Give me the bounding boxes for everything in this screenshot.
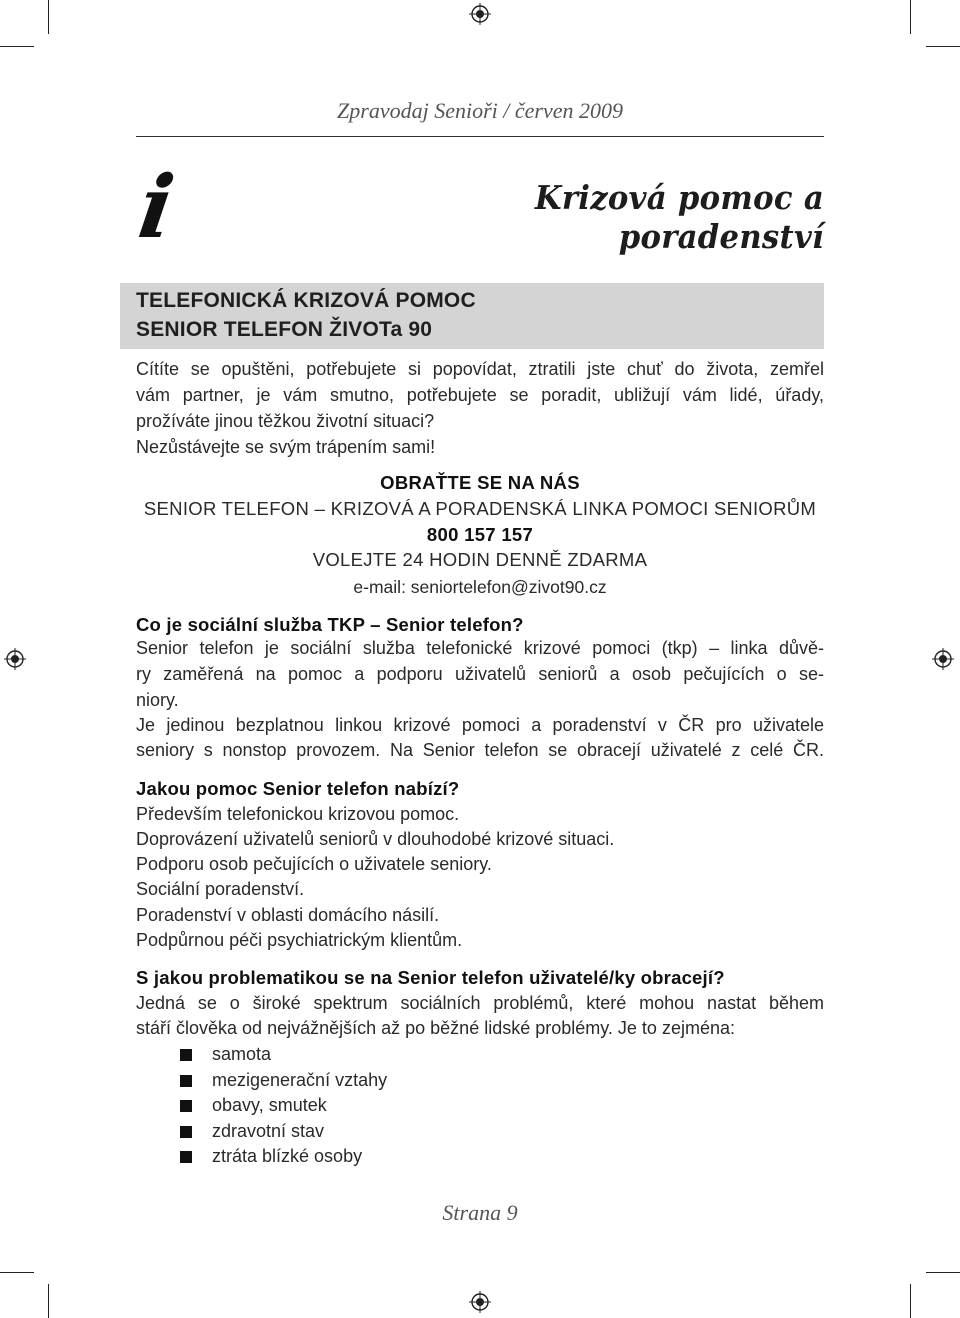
body-line: ry zaměřená na pomoc a podporu uživatelů seniorů a osob pečujících o se- (136, 664, 824, 684)
registration-mark-icon (469, 3, 491, 25)
intro-line: Nezůstávejte se svým trápením sami! (136, 437, 436, 457)
contact-email[interactable]: e-mail: seniortelefon@zivot90.cz (353, 577, 607, 597)
body-line: stáří člověka od nejvážnějších až po běžné lidské problémy. Je to zejména: (136, 1018, 735, 1038)
crop-mark (48, 1284, 49, 1318)
body-line: niory. (136, 690, 179, 710)
list-item (180, 1144, 387, 1170)
list-item-label: obavy, smutek (212, 1095, 327, 1115)
square-bullet-icon (180, 1049, 192, 1061)
problem-list (180, 1042, 387, 1170)
body-line: seniory s nonstop provozem. Na Senior telefon se obracejí uživatelé z celé ČR. (136, 740, 824, 760)
body-line: Sociální poradenství. (136, 879, 305, 899)
banner-subtitle: SENIOR TELEFON ŽIVOTa 90 (136, 318, 433, 341)
section-heading: Co je sociální služba TKP – Senior telefon? (136, 614, 524, 635)
contact-phone[interactable]: 800 157 157 (426, 524, 534, 545)
section-heading: Jakou pomoc Senior telefon nabízí? (136, 778, 460, 799)
section-banner (120, 283, 824, 349)
page-title: Krizová pomoc a poradenství (534, 178, 824, 256)
intro-line: Cítíte se opuštěni, potřebujete si popovídat, ztratili jste chuť do života, zemřel (136, 359, 824, 379)
intro-line: vám partner, je vám smutno, potřebujete se poradit, ubližují vám lidé, úřady, (136, 385, 824, 405)
body-line: Jedná se o široké spektrum sociálních problémů, které mohou nastat během (136, 993, 824, 1013)
square-bullet-icon (180, 1151, 192, 1163)
square-bullet-icon (180, 1100, 192, 1112)
crop-mark (910, 0, 911, 34)
registration-mark-icon (4, 648, 26, 670)
body-line: Senior telefon je sociální služba telefonické krizové pomoci (tkp) – linka důvě- (136, 638, 824, 658)
header-rule (136, 136, 824, 137)
body-line: Podporu osob pečujících o uživatele seniory. (136, 854, 492, 874)
crop-mark (910, 1284, 911, 1318)
crop-mark (926, 46, 960, 47)
body-line: Poradenství v oblasti domácího násilí. (136, 905, 440, 925)
list-item (180, 1042, 387, 1068)
list-item-label: mezigenerační vztahy (212, 1069, 388, 1090)
body-line: Doprovázení uživatelů seniorů v dlouhodobé krizové situaci. (136, 829, 615, 849)
list-item (180, 1119, 387, 1145)
list-item (180, 1093, 387, 1119)
crop-mark (0, 1272, 34, 1273)
list-item-label: zdravotní stav (212, 1120, 325, 1141)
info-icon: i (132, 157, 180, 258)
contact-line-name: SENIOR TELEFON – KRIZOVÁ A PORADENSKÁ LINKA POMOCI SENIORŮM (143, 498, 817, 519)
intro-line: prožíváte jinou těžkou životní situaci? (136, 411, 435, 431)
square-bullet-icon (180, 1075, 192, 1087)
section-heading: S jakou problematikou se na Senior telefon uživatelé/ky obracejí? (136, 967, 725, 988)
crop-mark (48, 0, 49, 34)
contact-hours: VOLEJTE 24 HODIN DENNĚ ZDARMA (312, 549, 648, 570)
list-item-label: ztráta blízké osoby (212, 1146, 363, 1166)
body-line: Podpůrnou péči psychiatrickým klientům. (136, 930, 463, 950)
running-head: Zpravodaj Senioři / červen 2009 (337, 98, 623, 123)
body-line: Je jedinou bezplatnou linkou krizové pomoci a poradenství v ČR pro uživatele (136, 715, 824, 735)
page-number: Strana 9 (442, 1200, 518, 1225)
registration-mark-icon (932, 648, 954, 670)
banner-title: TELEFONICKÁ KRIZOVÁ POMOC (136, 289, 476, 312)
list-item (180, 1068, 387, 1094)
crop-mark (926, 1272, 960, 1273)
registration-mark-icon (469, 1291, 491, 1313)
crop-mark (0, 46, 34, 47)
body-line: Především telefonickou krizovou pomoc. (136, 804, 460, 824)
square-bullet-icon (180, 1126, 192, 1138)
contact-call: OBRAŤTE SE NA NÁS (380, 472, 580, 493)
list-item-label: samota (212, 1044, 272, 1064)
